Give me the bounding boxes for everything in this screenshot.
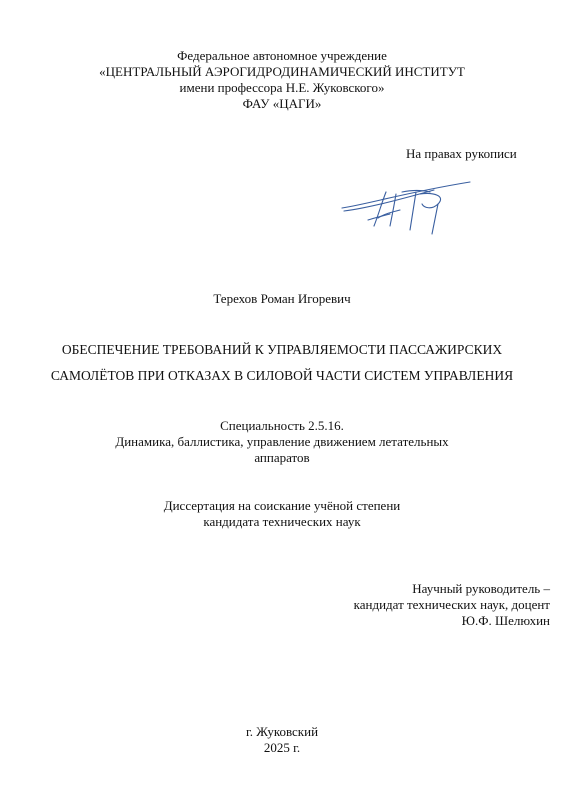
degree-line-1: Диссертация на соискание учёной степени: [163, 498, 401, 513]
specialty-code: Специальность 2.5.16.: [220, 418, 344, 433]
author-name: Терехов Роман Игоревич: [213, 291, 351, 306]
supervisor-label: Научный руководитель –: [412, 581, 550, 596]
institution-header: [0, 48, 564, 112]
institution-line-1: Федеральное автономное учреждение: [177, 48, 387, 63]
supervisor-name: Ю.Ф. Шелюхин: [461, 613, 550, 628]
title-line-2: САМОЛЁТОВ ПРИ ОТКАЗАХ В СИЛОВОЙ ЧАСТИ СИСТЕМ УПРАВЛЕНИЯ: [50, 368, 514, 383]
title-line-1: ОБЕСПЕЧЕНИЕ ТРЕБОВАНИЙ К УПРАВЛЯЕМОСТИ ПАССАЖИРСКИХ: [61, 342, 503, 357]
place-and-year: [0, 724, 564, 756]
institution-line-3: имени профессора Н.Е. Жуковского»: [179, 80, 385, 95]
supervisor-degree: кандидат технических наук, доцент: [353, 597, 550, 612]
specialty-name-line-2: аппаратов: [254, 450, 310, 465]
institution-name: «ЦЕНТРАЛЬНЫЙ АЭРОГИДРОДИНАМИЧЕСКИЙ ИНСТИТУТ: [99, 64, 465, 79]
degree-line-2: кандидата технических наук: [203, 514, 361, 529]
dissertation-title: [0, 337, 564, 389]
institution-abbreviation: ФАУ «ЦАГИ»: [242, 96, 322, 111]
specialty-block: [0, 418, 564, 466]
supervisor-block: [300, 581, 550, 629]
degree-block: [0, 498, 564, 530]
specialty-name-line-1: Динамика, баллистика, управление движением летательных: [115, 434, 449, 449]
city: г. Жуковский: [245, 724, 319, 739]
manuscript-rights-note: На правах рукописи: [406, 146, 517, 161]
handwritten-signature: [338, 178, 478, 236]
year: 2025 г.: [263, 740, 301, 755]
